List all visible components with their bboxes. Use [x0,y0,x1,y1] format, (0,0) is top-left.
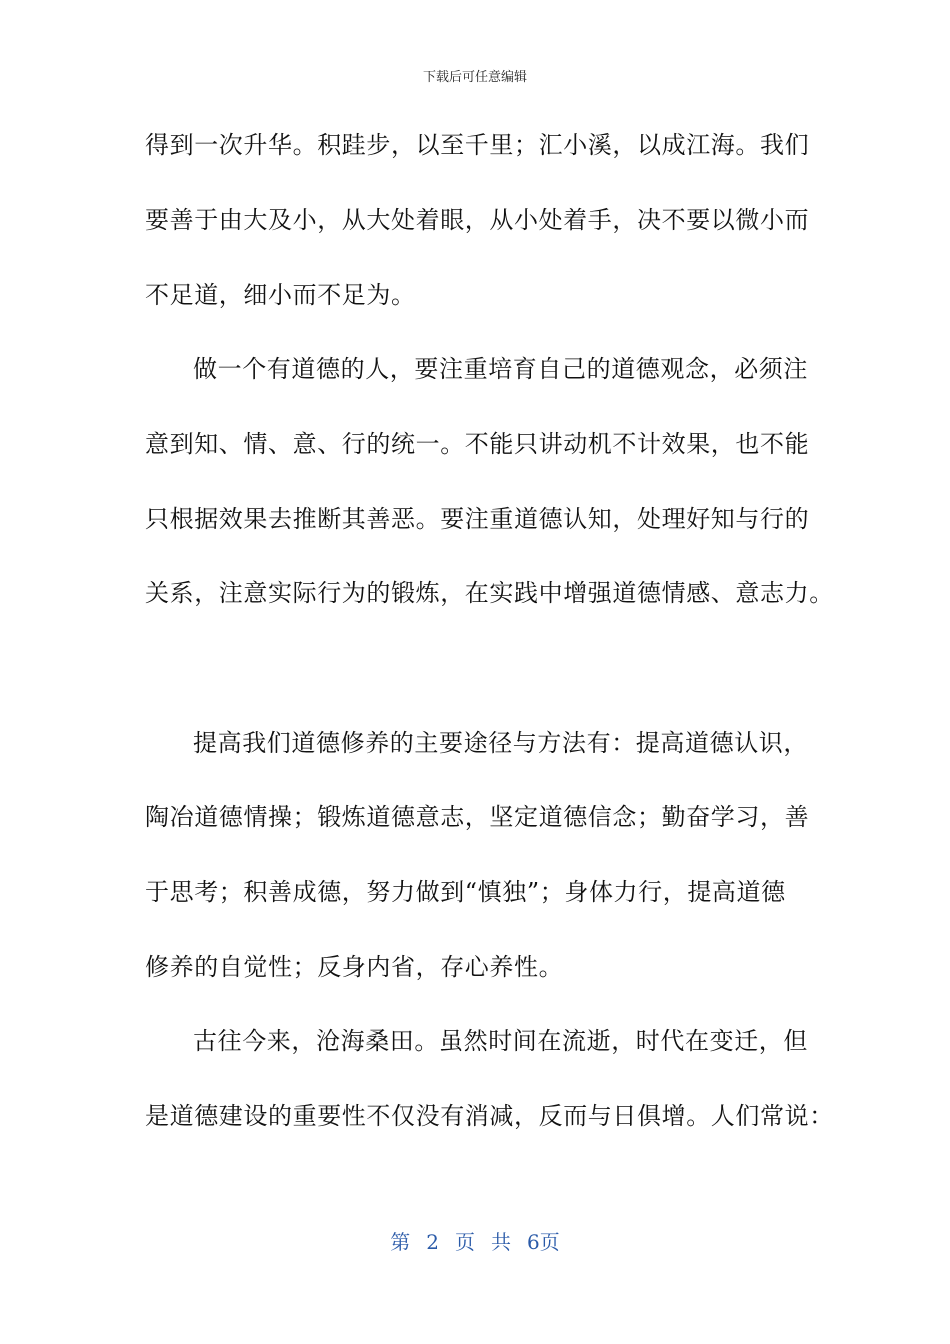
page-footer [0,1226,950,1255]
footer-page-word: 页 [455,1230,475,1254]
footer-total-pages: 6页 [527,1230,560,1254]
paragraph-3-line-3: 于思考；积善成德，努力做到“慎独”；身体力行，提高道德 [145,878,786,906]
footer-current-page: 2 [426,1230,439,1254]
header-note: 下载后可任意编辑 [422,70,527,85]
paragraph-1-line-1: 得到一次升华。积跬步，以至千里；汇小溪，以成江海。我们 [145,131,810,159]
footer-total-word: 共 [491,1230,511,1254]
paragraph-2-line-4: 关系，注意实际行为的锻炼，在实践中增强道德情感、意志力。 [145,579,834,607]
paragraph-3-line-4: 修养的自觉性；反身内省，存心养性。 [145,953,564,981]
paragraph-1-line-3: 不足道，细小而不足为。 [145,281,416,309]
paragraph-4-line-2: 是道德建设的重要性不仅没有消减，反而与日俱增。人们常说： [145,1102,834,1130]
paragraph-3-line-2: 陶冶道德情操；锻炼道德意志，坚定道德信念；勤奋学习，善 [145,803,810,831]
footer-prefix: 第 [390,1230,411,1254]
paragraph-4-line-1: 古往今来，沧海桑田。虽然时间在流逝，时代在变迁，但 [193,1027,808,1055]
paragraph-2-line-2: 意到知、情、意、行的统一。不能只讲动机不计效果，也不能 [145,430,810,458]
paragraph-2-line-1: 做一个有道德的人，要注重培育自己的道德观念，必须注 [193,355,808,383]
paragraph-2-line-3: 只根据效果去推断其善恶。要注重道德认知，处理好知与行的 [145,505,810,533]
paragraph-1-line-2: 要善于由大及小，从大处着眼，从小处着手，决不要以微小而 [145,206,810,234]
paragraph-3-line-1: 提高我们道德修养的主要途径与方法有：提高道德认识， [193,729,808,757]
